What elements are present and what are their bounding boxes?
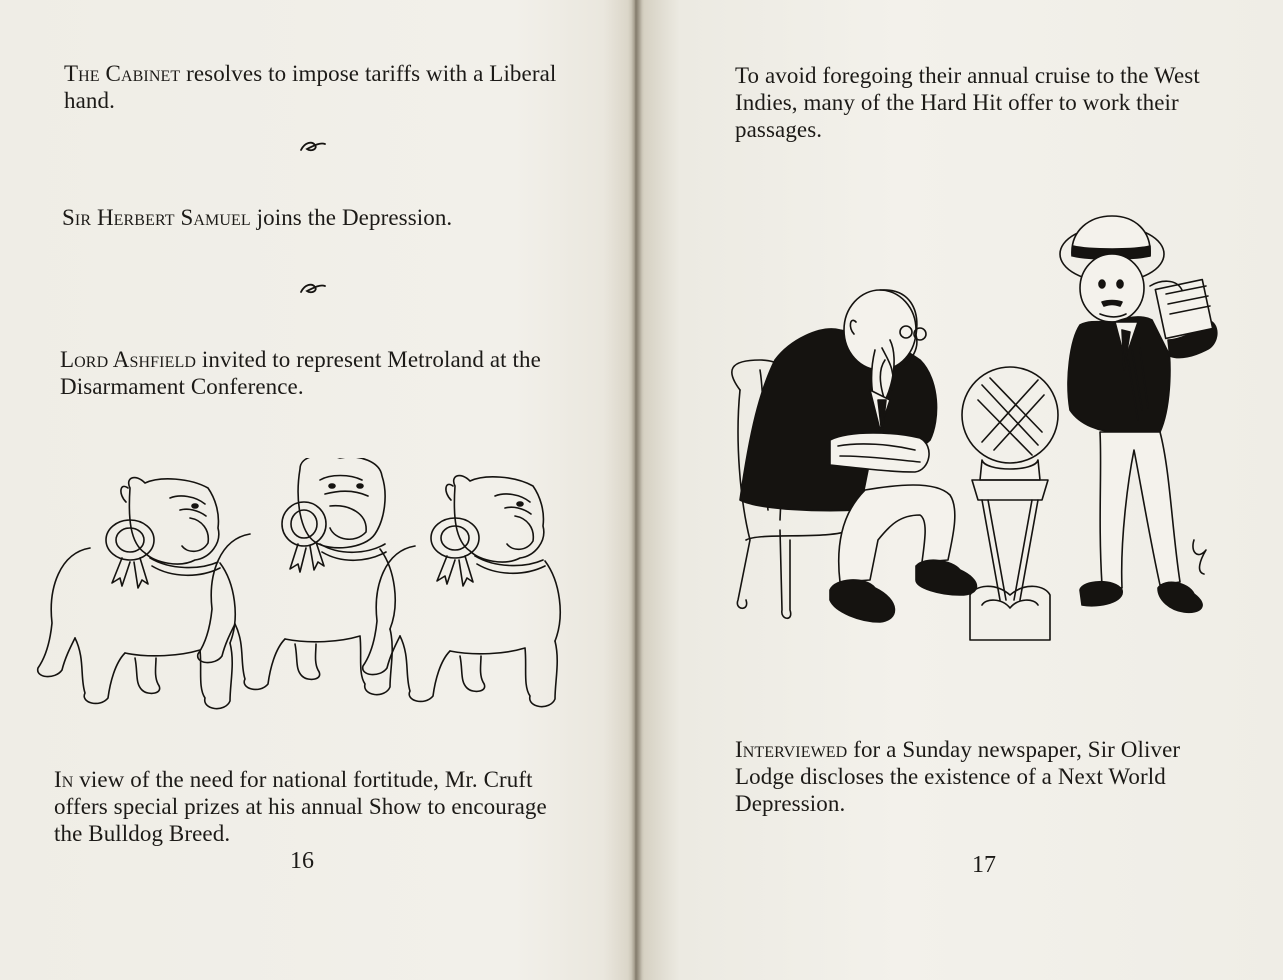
bulldog-right <box>363 476 561 707</box>
bulldog-left <box>38 478 236 709</box>
swash-ornament-icon <box>298 280 328 298</box>
left-page <box>0 0 630 980</box>
entry-text: for a Sunday newspaper, Sir Oliver Lodge discloses the existence of a Next World Depression. <box>735 737 1181 816</box>
entry-lead: Interviewed <box>735 737 848 762</box>
medium-and-reporter-illustration-icon <box>720 210 1250 660</box>
entry-west-indies-cruise <box>735 62 1240 143</box>
entry-text: To avoid foregoing their annual cruise to the West Indies, many of the Hard Hit offer to work their passages. <box>735 63 1200 142</box>
seated-medium <box>740 290 977 622</box>
entry-lead: The Cabinet <box>64 61 181 86</box>
entry-lord-ashfield <box>60 346 565 400</box>
right-page <box>640 0 1283 980</box>
page-number-right: 17 <box>972 852 996 878</box>
entry-lead: Lord Ashfield <box>60 347 197 372</box>
page-number-left: 16 <box>290 848 314 874</box>
three-bulldogs-illustration-icon <box>30 458 570 728</box>
entry-text: invited to represent Metroland at the Disarmament Conference. <box>60 347 541 399</box>
entry-herbert-samuel <box>62 204 582 231</box>
entry-cabinet <box>64 60 564 114</box>
entry-mr-cruft <box>54 766 559 847</box>
entry-lead: Sir Herbert Samuel <box>62 205 251 230</box>
entry-text: view of the need for national fortitude, Mr. Cruft offers special prizes at his annual Show to encourage the Bulldog Breed. <box>54 767 547 846</box>
entry-lead: In <box>54 767 74 792</box>
swash-ornament-icon <box>298 138 328 156</box>
entry-oliver-lodge <box>735 736 1240 817</box>
crystal-ball-on-stand <box>962 367 1058 640</box>
entry-text: joins the Depression. <box>256 205 453 230</box>
standing-reporter <box>1060 216 1217 612</box>
entry-text: resolves to impose tariffs with a Liberal hand. <box>64 61 557 113</box>
